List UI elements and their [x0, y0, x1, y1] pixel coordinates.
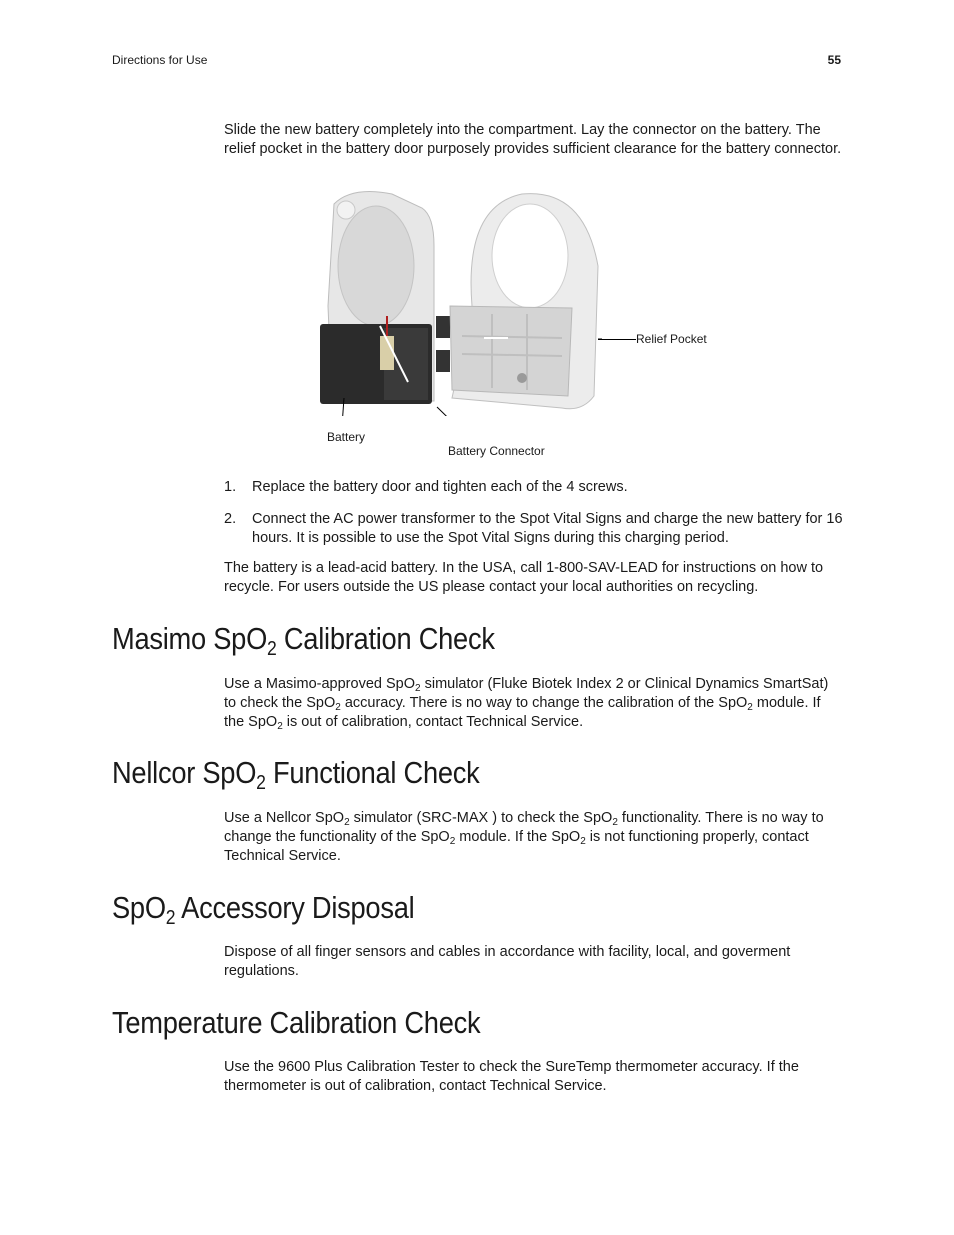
section-heading-masimo: Masimo SpO$_2$ Calibration Check — [112, 621, 495, 660]
section-heading-disposal: SpO$_2$ Accessory Disposal — [112, 890, 415, 929]
page-number: 55 — [827, 53, 841, 67]
intro-paragraph: Slide the new battery completely into the compartment. Lay the connector on the battery. The relief pocket in the battery door purposely provides sufficient clearance for the battery connector. — [224, 122, 842, 157]
nellcor-paragraph: Use a Nellcor SpO$_2$ simulator (SRC-MAX ) to check the SpO$_2$ functionality. There is no way to change the functionality of the SpO$_2$ module. If the SpO$_2$ is not functioning properly, contact Technical Service. — [224, 810, 824, 864]
battery-replacement-figure — [312, 186, 602, 416]
running-header: Directions for Use — [112, 53, 208, 67]
disposal-paragraph: Dispose of all finger sensors and cables in accordance with facility, local, and goverment regulations. — [224, 944, 791, 979]
battery-connector-label: Battery Connector — [448, 444, 545, 458]
battery-recycling-note: The battery is a lead-acid battery. In the USA, call 1-800-SAV-LEAD for instructions on how to recycle. For users outside the US please contact your local authorities on recycling. — [224, 560, 824, 595]
masimo-paragraph: Use a Masimo-approved SpO$_2$ simulator (Fluke Biotek Index 2 or Clinical Dynamics SmartSat) to check the SpO$_2$ accuracy. There is no way to change the calibration of the SpO$_2$ module. If the SpO$_2$ is out of calibration, contact Technical Service. — [224, 676, 829, 732]
relief-pocket-leader — [598, 339, 636, 340]
relief-pocket-label: Relief Pocket — [636, 332, 707, 346]
device-illustration — [312, 186, 602, 416]
section-heading-nellcor: Nellcor SpO$_2$ Functional Check — [112, 755, 480, 794]
temperature-paragraph: Use the 9600 Plus Calibration Tester to check the SureTemp thermometer accuracy. If the thermometer is out of calibration, contact Technical Service. — [224, 1059, 799, 1094]
battery-label: Battery — [327, 430, 366, 444]
section-heading-temperature: Temperature Calibration Check — [112, 1005, 481, 1040]
